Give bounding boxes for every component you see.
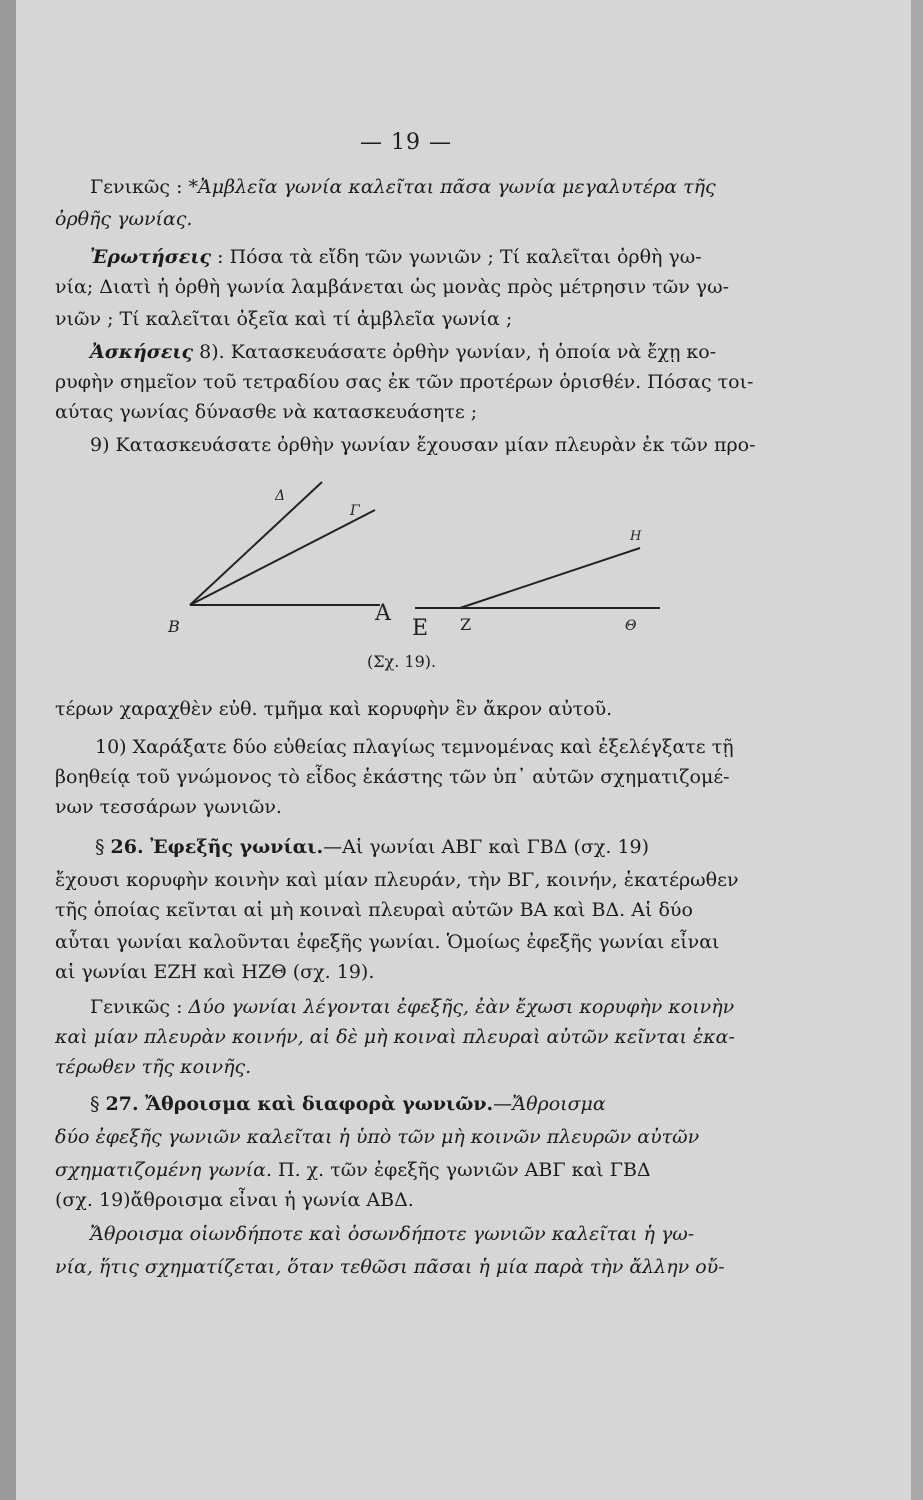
text-line xyxy=(90,340,820,364)
text-line xyxy=(55,370,785,394)
text-run: : Πόσα τὰ εἴδη τῶν γωνιῶν ; Τί καλεῖται ὀρθὴ γω- xyxy=(211,246,702,268)
text-run: αἱ γωνίαι ΕΖΗ καὶ ΗΖΘ (σχ. 19). xyxy=(55,961,375,983)
text-line xyxy=(55,1025,785,1049)
text-run: Δύο γωνίαι λέγονται ἐφεξῆς, ἐὰν ἔχωσι κορυφὴν κοινὴν xyxy=(188,996,735,1018)
text-run: Π. χ. τῶν ἐφεξῆς γωνιῶν ΑΒΓ καὶ ΓΒΔ xyxy=(271,1159,651,1181)
text-line xyxy=(95,735,825,759)
text-run: νων τεσσάρων γωνιῶν. xyxy=(55,796,282,818)
text-run: *Ἀμβλεῖα γωνία καλεῖται πᾶσα γωνία μεγαλυτέρα τῆς xyxy=(188,176,716,198)
page-number: — 19 — xyxy=(360,130,452,155)
text-run: 27. Ἄθροισμα καὶ διαφορὰ γωνιῶν. xyxy=(105,1093,494,1115)
label-A: Α xyxy=(375,601,391,626)
text-line xyxy=(95,835,825,859)
label-E: Ε xyxy=(412,616,429,640)
ray-ZH xyxy=(460,548,640,608)
text-run: Ἄθροισμα xyxy=(512,1093,606,1115)
page-right-edge xyxy=(911,0,923,1500)
text-line xyxy=(55,1125,785,1149)
label-G: Γ xyxy=(350,503,360,519)
figure-caption: (Σχ. 19). xyxy=(367,652,437,671)
text-run: ἔχουσι κορυφὴν κοινὴν καὶ μίαν πλευράν, τὴν ΒΓ, κοινήν, ἑκατέρωθεν xyxy=(55,869,739,891)
text-run: σχηματιζομένη γωνία. xyxy=(55,1159,272,1181)
text-line xyxy=(90,433,820,457)
text-line xyxy=(55,1158,785,1182)
text-line xyxy=(55,697,785,721)
text-run: 9) Κατασκευάσατε ὀρθὴν γωνίαν ἔχουσαν μίαν πλευρὰν ἐκ τῶν προ- xyxy=(90,434,756,456)
text-line xyxy=(55,960,785,984)
text-run: τέρων χαραχθὲν εὐθ. τμῆμα καὶ κορυφὴν ἓν ἄκρον αὐτοῦ. xyxy=(55,698,613,720)
text-run: Ἀσκήσεις xyxy=(90,341,194,363)
text-line xyxy=(90,1092,820,1116)
text-line xyxy=(55,1255,785,1279)
label-Z: Ζ xyxy=(460,615,472,634)
text-line xyxy=(55,1055,785,1079)
text-run: Ἄθροισμα οἱωνδήποτε καὶ ὁσωνδήποτε γωνιῶν καλεῖται ἡ γω- xyxy=(90,1223,695,1245)
label-H: Η xyxy=(630,529,642,544)
text-run: δύο ἐφεξῆς γωνιῶν καλεῖται ἡ ὑπὸ τῶν μὴ κοινῶν πλευρῶν αὐτῶν xyxy=(55,1126,700,1148)
text-line xyxy=(90,1222,820,1246)
text-run: βοηθείᾳ τοῦ γνώμονος τὸ εἶδος ἑκάστης τῶν ὑπ᾽ αὐτῶν σχηματιζομέ- xyxy=(55,766,730,788)
text-run: ρυφὴν σημεῖον τοῦ τετραδίου σας ἐκ τῶν προτέρων ὁρισθέν. Πόσας τοι- xyxy=(55,371,754,393)
text-line xyxy=(55,1188,785,1212)
text-run: αύτας γωνίας δύνασθε νὰ κατασκευάσητε ; xyxy=(55,401,478,423)
text-run: Γενικῶς : xyxy=(90,996,189,1018)
label-D: Δ xyxy=(275,488,286,504)
text-run: τῆς ὁποίας κεῖνται αἱ μὴ κοιναὶ πλευραὶ αὐτῶν ΒΑ καὶ ΒΔ. Αἱ δύο xyxy=(55,899,693,921)
text-run: τέρωθεν τῆς κοινῆς. xyxy=(55,1056,252,1078)
text-run: § xyxy=(95,836,111,858)
text-run: νία; Διατὶ ἡ ὀρθὴ γωνία λαμβάνεται ὡς μονὰς πρὸς μέτρησιν τῶν γω- xyxy=(55,276,730,298)
figure-19 xyxy=(150,470,710,640)
text-run: — xyxy=(493,1093,513,1115)
text-line xyxy=(55,765,785,789)
text-run: Γενικῶς : xyxy=(90,176,189,198)
text-line xyxy=(55,400,785,424)
text-line xyxy=(90,175,820,199)
text-run: Ἐρωτήσεις xyxy=(90,246,212,268)
text-line xyxy=(90,995,820,1019)
label-Th: Θ xyxy=(625,618,637,634)
text-run: νία, ἥτις σχηματίζεται, ὅταν τεθῶσι πᾶσαι ἡ μία παρὰ τὴν ἄλλην οὔ- xyxy=(55,1256,725,1278)
page-left-edge xyxy=(0,0,16,1500)
text-line xyxy=(55,868,785,892)
label-B: Β xyxy=(168,617,180,636)
text-run: 26. Ἐφεξῆς γωνίαι. xyxy=(110,836,324,858)
text-run: (σχ. 19)ἄθροισμα εἶναι ἡ γωνία ΑΒΔ. xyxy=(55,1189,414,1211)
text-line xyxy=(55,207,785,231)
text-run: —Αἱ γωνίαι ΑΒΓ καὶ ΓΒΔ (σχ. 19) xyxy=(323,836,650,858)
text-line xyxy=(55,930,785,954)
text-run: ὀρθῆς γωνίας. xyxy=(55,208,193,230)
text-line xyxy=(55,898,785,922)
text-line xyxy=(55,307,785,331)
text-line xyxy=(55,795,785,819)
text-run: καὶ μίαν πλευρὰν κοινήν, αἱ δὲ μὴ κοιναὶ πλευραὶ αὐτῶν κεῖνται ἑκα- xyxy=(55,1026,735,1048)
text-run: 10) Χαράξατε δύο εὐθείας πλαγίως τεμνομένας καὶ ἐξελέγξατε τῇ xyxy=(95,736,734,758)
ray-BD xyxy=(190,482,322,605)
ray-BG xyxy=(190,510,375,605)
text-line xyxy=(90,245,820,269)
text-run: 8). Κατασκευάσατε ὀρθὴν γωνίαν, ἡ ὁποία νὰ ἔχῃ κο- xyxy=(193,341,717,363)
text-run: νιῶν ; Τί καλεῖται ὀξεῖα καὶ τί ἀμβλεῖα γωνία ; xyxy=(55,308,513,330)
text-run: αὗται γωνίαι καλοῦνται ἐφεξῆς γωνίαι. Ὁμοίως ἐφεξῆς γωνίαι εἶναι xyxy=(55,931,720,953)
text-run: § xyxy=(90,1093,106,1115)
text-line xyxy=(55,275,785,299)
